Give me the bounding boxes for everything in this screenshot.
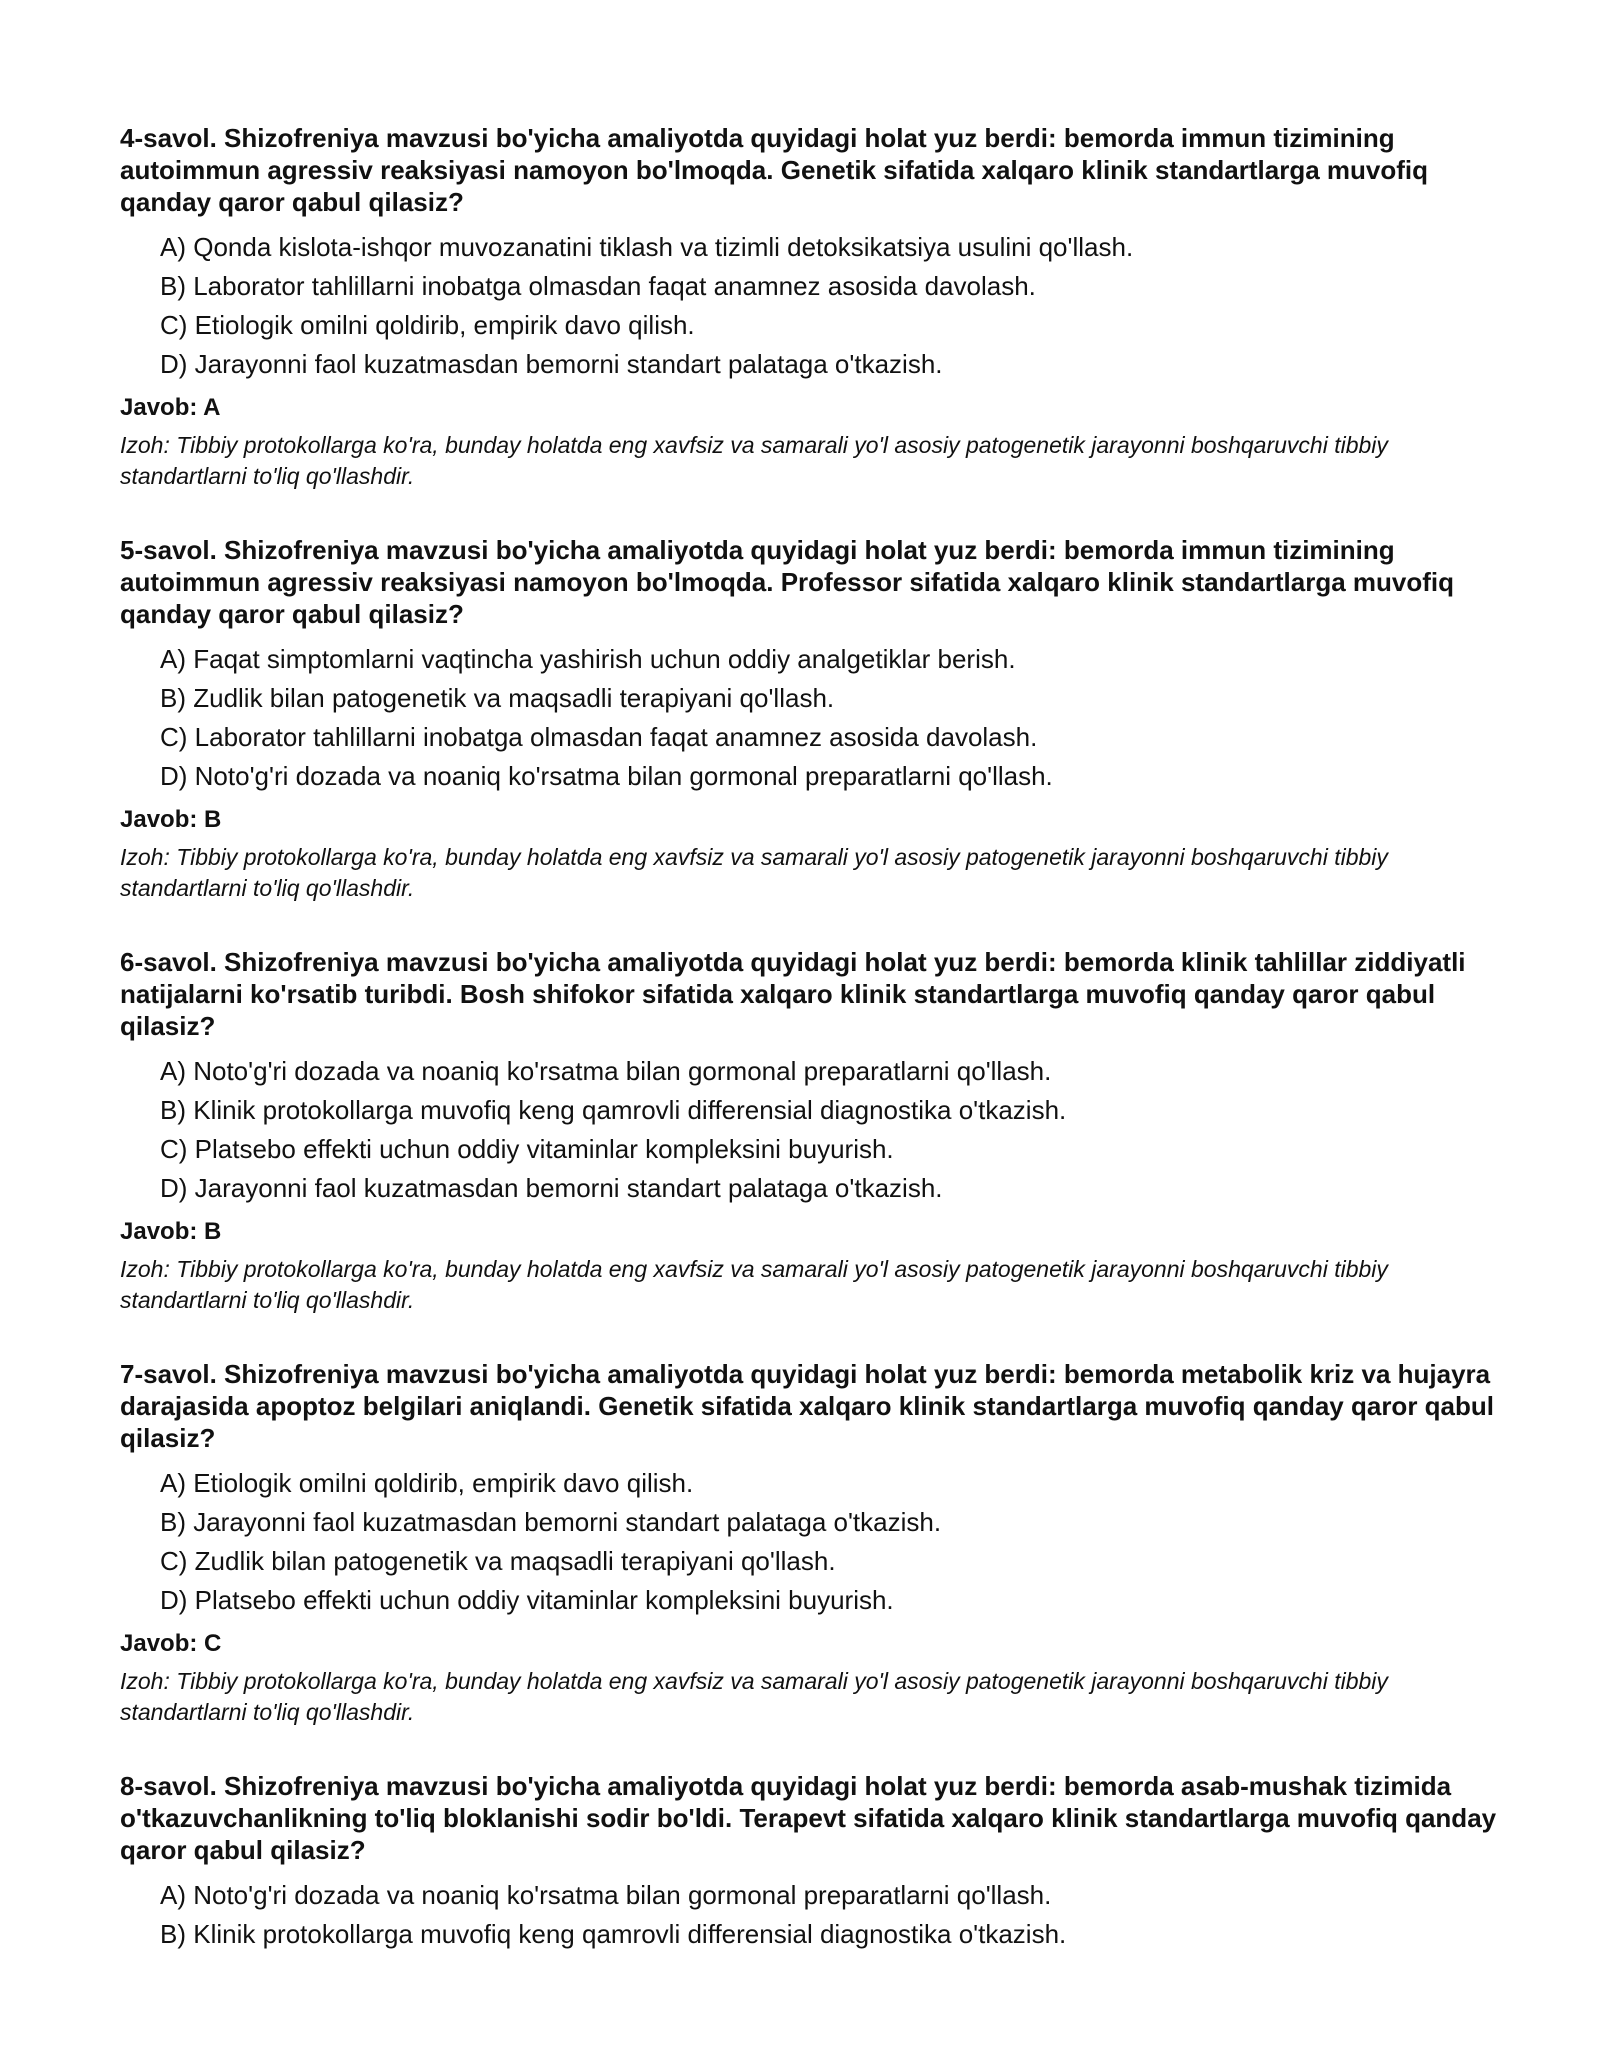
answer-key: Javob: B — [120, 806, 222, 833]
option-d: D) Jarayonni faol kuzatmasdan bemorni standart palataga o'tkazish. — [160, 349, 943, 379]
question-text: 8-savol. Shizofreniya mavzusi bo'yicha amaliyotda quyidagi holat yuz berdi: bemorda asab-mushak tizimida o'tkazuvchanlikning to'liq bloklanishi sodir bo'ldi. Terapevt sifatida xalqaro klinik standartlarga muvofiq qanday qaror qabul qilasiz? — [120, 1771, 1497, 1865]
question-block-4 — [120, 122, 1500, 492]
answer-key: Javob: A — [120, 394, 221, 421]
explanation: Izoh: Tibbiy protokollarga ko'ra, bunday holatda eng xavfsiz va samarali yo'l asosiy patogenetik jarayonni boshqaruvchi tibbiy standartlarni to'liq qo'llashdir. — [120, 844, 1388, 901]
explanation: Izoh: Tibbiy protokollarga ko'ra, bunday holatda eng xavfsiz va samarali yo'l asosiy patogenetik jarayonni boshqaruvchi tibbiy standartlarni to'liq qo'llashdir. — [120, 1668, 1388, 1725]
option-b: B) Klinik protokollarga muvofiq keng qamrovli differensial diagnostika o'tkazish. — [160, 1919, 1067, 1949]
option-b: B) Laborator tahlillarni inobatga olmasdan faqat anamnez asosida davolash. — [160, 271, 1036, 301]
answer-options — [120, 640, 1500, 796]
answer-options — [120, 1876, 1500, 1954]
option-c: C) Laborator tahlillarni inobatga olmasdan faqat anamnez asosida davolash. — [160, 722, 1038, 752]
question-block-7 — [120, 1358, 1500, 1728]
explanation: Izoh: Tibbiy protokollarga ko'ra, bunday holatda eng xavfsiz va samarali yo'l asosiy patogenetik jarayonni boshqaruvchi tibbiy standartlarni to'liq qo'llashdir. — [120, 432, 1388, 489]
option-a: A) Faqat simptomlarni vaqtincha yashirish uchun oddiy analgetiklar berish. — [160, 644, 1016, 674]
question-block-6 — [120, 946, 1500, 1316]
question-text: 5-savol. Shizofreniya mavzusi bo'yicha amaliyotda quyidagi holat yuz berdi: bemorda immun tizimining autoimmun agressiv reaksiyasi namoyon bo'lmoqda. Professor sifatida xalqaro klinik standartlarga muvofiq qanday qaror qabul qilasiz? — [120, 535, 1455, 629]
option-b: B) Zudlik bilan patogenetik va maqsadli terapiyani qo'llash. — [160, 683, 835, 713]
answer-key: Javob: B — [120, 1218, 222, 1245]
option-c: C) Zudlik bilan patogenetik va maqsadli terapiyani qo'llash. — [160, 1546, 836, 1576]
explanation: Izoh: Tibbiy protokollarga ko'ra, bunday holatda eng xavfsiz va samarali yo'l asosiy patogenetik jarayonni boshqaruvchi tibbiy standartlarni to'liq qo'llashdir. — [120, 1256, 1388, 1313]
answer-options — [120, 1052, 1500, 1208]
answer-key: Javob: C — [120, 1630, 222, 1657]
option-a: A) Qonda kislota-ishqor muvozanatini tiklash va tizimli detoksikatsiya usulini qo'llash. — [160, 232, 1134, 262]
option-c: C) Etiologik omilni qoldirib, empirik davo qilish. — [160, 310, 695, 340]
option-b: B) Klinik protokollarga muvofiq keng qamrovli differensial diagnostika o'tkazish. — [160, 1095, 1067, 1125]
option-d: D) Noto'g'ri dozada va noaniq ko'rsatma bilan gormonal preparatlarni qo'llash. — [160, 761, 1053, 791]
question-text: 4-savol. Shizofreniya mavzusi bo'yicha amaliyotda quyidagi holat yuz berdi: bemorda immun tizimining autoimmun agressiv reaksiyasi namoyon bo'lmoqda. Genetik sifatida xalqaro klinik standartlarga muvofiq qanday qaror qabul qilasiz? — [120, 123, 1429, 217]
option-b: B) Jarayonni faol kuzatmasdan bemorni standart palataga o'tkazish. — [160, 1507, 942, 1537]
question-block-8 — [120, 1770, 1500, 1954]
option-d: D) Jarayonni faol kuzatmasdan bemorni standart palataga o'tkazish. — [160, 1173, 943, 1203]
question-text: 6-savol. Shizofreniya mavzusi bo'yicha amaliyotda quyidagi holat yuz berdi: bemorda klinik tahlillar ziddiyatli natijalarni ko'rsatib turibdi. Bosh shifokor sifatida xalqaro klinik standartlarga muvofiq qanday qaror qabul qilasiz? — [120, 947, 1466, 1041]
option-a: A) Noto'g'ri dozada va noaniq ko'rsatma bilan gormonal preparatlarni qo'llash. — [160, 1880, 1052, 1910]
option-c: C) Platsebo effekti uchun oddiy vitaminlar kompleksini buyurish. — [160, 1134, 894, 1164]
option-a: A) Noto'g'ri dozada va noaniq ko'rsatma bilan gormonal preparatlarni qo'llash. — [160, 1056, 1052, 1086]
option-d: D) Platsebo effekti uchun oddiy vitaminlar kompleksini buyurish. — [160, 1585, 894, 1615]
answer-options — [120, 228, 1500, 384]
question-text: 7-savol. Shizofreniya mavzusi bo'yicha amaliyotda quyidagi holat yuz berdi: bemorda metabolik kriz va hujayra darajasida apoptoz belgilari aniqlandi. Genetik sifatida xalqaro klinik standartlarga muvofiq qanday qaror qabul qilasiz? — [120, 1359, 1494, 1453]
option-a: A) Etiologik omilni qoldirib, empirik davo qilish. — [160, 1468, 694, 1498]
answer-options — [120, 1464, 1500, 1620]
document-page — [120, 122, 1500, 1996]
question-block-5 — [120, 534, 1500, 904]
